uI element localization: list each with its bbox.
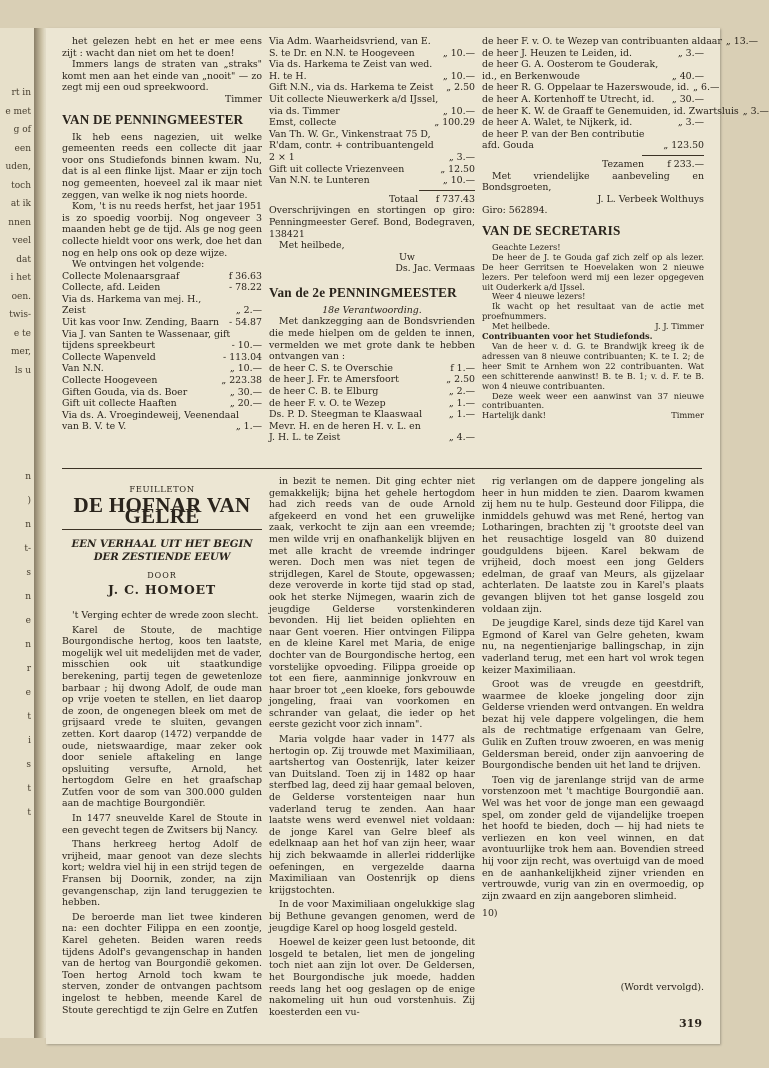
chapter-end: 10) [482,908,498,920]
gutter-fragment: veel [12,236,31,246]
author-name: J. C. HOMOET [108,582,216,598]
donation-label: Via J. van Santen te Wassenaar, gift [62,328,231,340]
gutter-fragment: e te [13,328,31,339]
heading-2e-penningmeester: Van de 2e PENNINGMEESTER [269,284,457,300]
donation-amount: „ 100.29 [434,117,475,129]
donation-row [269,374,475,386]
donation-row [62,398,262,410]
donation-label: de heer G. A. Oosterom te Gouderak, [482,59,659,71]
gutter-fragment: e [25,688,31,698]
donation-label: Gift N.N., via ds. Harkema te Zeist [269,82,434,94]
donation-label: Collecte, afd. Leiden [62,282,161,294]
donation-amount: „ 10.— [442,47,475,59]
donation-label: Zeist [62,305,86,317]
donation-row [62,271,262,283]
donation-row [482,140,704,152]
to-be-continued: (Wordt vervolgd). [620,981,704,993]
donation-amount: „ 10.— [442,105,475,117]
gutter-fragment: ) [27,496,31,506]
title-rule [62,529,262,530]
story-paragraph: Groot was de vreugde en geestdrift, waarmee de kloeke jongeling door zijn Gelderse vrienden werd ontvangen. En weldra bezat hij vele dappere volgelingen, die hem als de rechtmatige erfgenaam van Gelre, Gulik en Zuften trouw zwoeren, en was menig Geldersman bereid, onder zijn aanvoering de Bourgondische benden uit het land te drijven. [482,679,704,772]
story-paragraph: 't Verging echter de wrede zoon slecht. [72,609,259,621]
gutter-fragment: at ik [10,199,31,209]
donation-amount: „ 6.— [693,82,720,94]
greeting: Geachte Lezers! [492,241,561,252]
story-paragraph: rig verlangen om de dappere jongeling als heer in hun midden te zien. Daarom kwamen zij hem nu te hulp. Gesteund door Filippa, die inmiddels gehuwd was met René, hertog van Lotharingen, brachten zij 't grootste deel van het reusachtige losgeld van 80 duizend goudguldens bijeen. Karel bekwam de vrijheid, doch moest een jong Gelders edelman, de graaf van Meurs, als gijzelaar achterlaten. De laatste zou in Karel's plaats gevangen blijven tot het ganse losgeld zou voldaan zijn. [482,476,704,615]
donation-list [62,271,262,433]
donation-row [269,175,475,187]
signoff-text: Met heilbede. [492,321,551,332]
donation-row [269,140,475,152]
donation-label: Gift uit collecte Vriezenveen [269,163,405,175]
donation-amount: „ 30.— [671,93,704,105]
donation-row [62,305,262,317]
donation-label: Via ds. Harkema van mej. H., [62,293,202,305]
signoff-text: Hartelijk dank! [482,410,546,421]
gutter-fragment: g of [13,125,31,135]
donation-amount: f 1.— [450,362,475,374]
feuilleton-label: FEUILLETON [129,484,195,494]
donation-label: de heer J. Heuzen te Leiden, id. [482,47,632,59]
gutter-fragment: oen. [11,291,31,302]
body-paragraph: Kom, 't is nu reeds herfst, het jaar 1951 is zo spoedig voorbij. Nog ongeveer 3 maanden hebt ge de tijd. Als ge nog geen collecte hieldt voor ons werk, doe het dan nog en help ons ook op deze wijze. [62,201,262,259]
gutter-fragment: r [26,664,31,674]
contrib-heading: Contribuanten voor het Studiefonds. [482,331,653,342]
donation-label: de heer C. S. te Overschie [269,362,393,374]
donation-amount [431,129,435,141]
gutter-fragment: een [14,143,31,154]
page-number: 319 [679,1017,702,1030]
donation-label: de heer P. van der Ben contributie [482,128,645,140]
donation-label: de heer K. W. de Graaff te Genemuiden, id. Zwartsluis [482,105,739,117]
signoff-row [482,411,704,421]
giro-number: Giro: 562894. [482,205,548,217]
donation-label: Van Th. W. Gr., Vinkenstraat 75 D, [269,128,431,140]
donation-amount: „ 40.— [671,70,704,82]
donation-row [269,386,475,398]
story-paragraph: Thans herkreeg hertog Adolf de vrijheid, maar genoot van deze slechts kort; weldra viel hij in een strijd tegen de Fransen bij Doornik, zonder, na zijn gevangenschap, zijn land teruggezien te hebben. [62,839,262,909]
donation-label: van B. V. te V. [62,421,127,433]
donation-label: Mevr. H. en de heren H. v. L. en [269,420,421,432]
donation-row [62,352,262,364]
donation-amount [239,410,243,422]
donation-amount [230,329,234,341]
donation-amount: „ 13.— [725,36,759,47]
gutter-fragment: t [27,784,31,794]
donation-label: Van N.N. [62,363,104,375]
donation-label: de heer R. G. Oppelaar te Hazerswoude, id. [482,82,690,94]
donation-row [269,164,475,176]
donation-label: Uit kas voor Inw. Zending, Baarn [62,317,220,329]
donation-label: S. te Dr. en N.N. te Hoogeveen [269,47,415,59]
intro-signature: Timmer [224,93,262,105]
donation-amount [431,36,435,48]
donation-label: Via Adm. Waarheidsvriend, van E. [269,36,431,47]
donation-row [62,294,262,306]
feuilleton-column-c [482,476,704,994]
donation-row [269,363,475,375]
donation-amount: „ 12.50 [440,163,475,175]
donation-label: de heer C. B. te Elburg [269,386,379,398]
donation-amount: „ 3.— [448,151,475,163]
note-paragraph: Ik wacht op het resultaat van de actie met proefnummers. [482,301,704,322]
closing-signature: Ds. Jac. Vermaas [395,263,475,275]
gutter-fragment: ls u [14,365,31,376]
story-text [62,610,262,1016]
donation-row [482,82,720,94]
story-paragraph: De beroerde man liet twee kinderen na: een dochter Filippa en een zoontje, Karel geheten. Beiden waren reeds tijdens Adolf's gevangenschap in handen van de hertog van Bourgondië gekomen. Toen hertog Arnold toch kwam te sterven, zonder de ontvangen pachtsom ingelost te hebben, meende Karel de Stoute gerechtigd te zijn Gelre en Zutfen [62,911,262,1016]
donation-row [62,282,262,294]
closing-heilbede: Met heilbede, [279,240,345,252]
donation-row [269,398,475,410]
donation-amount: „ 3.— [677,117,704,129]
donation-label: Ds. P. D. Steegman te Klaaswaal [269,409,423,421]
donation-label: Van N.N. te Lunteren [269,175,370,187]
donation-row [482,94,704,106]
donation-label: Emst, collecte [269,117,337,129]
donation-amount [432,59,436,71]
donation-label: de heer A. Kortenhoff te Utrecht, id. [482,93,655,105]
gutter-fragment: n [25,520,31,530]
story-title: DE HOFNAR VAN GELRE [73,492,251,529]
body-paragraph: Ik heb eens nagezien, uit welke gemeenten reeds een collecte dit jaar voor ons Studiefonds binnen kwam. Nu, dat is al een flinke lijst. Maar er zijn toch nog gemeenten, hoeveel zal ik maar niet zeggen, van welke ik nog niets hoorde. [62,131,262,201]
donation-amount: „ 20.— [229,398,262,410]
donation-label: Via ds. A. Vroegindeweij, Veenendaal [62,409,239,421]
feuilleton-column-a [62,476,262,1016]
gutter-fragment: e [25,616,31,626]
donation-label: Via ds. Harkema te Zeist van wed. [269,59,433,71]
gutter-fragment: s [26,760,31,770]
donation-row [482,117,704,129]
gutter-fragment: twis- [9,310,31,320]
donation-amount: „ 2.— [448,386,475,398]
donation-amount [658,59,662,71]
total-value: f 233.— [667,158,704,170]
donation-amount: „ 10.— [442,70,475,82]
donation-label: R'dam, contr. + contribuantengeld [269,140,434,152]
donation-row [62,317,262,329]
gutter-fragment: uden, [5,162,31,172]
donation-row [269,48,475,60]
story-paragraph: Toen vig de jarenlange strijd van de arme vorstenzoon met 't machtige Bourgondië aan. Wel was het voor de jonge man een gewaagd spel, om zonder geld de vijandelijke troepen het hoofd te bieden, doch — hij had niets te verliezen en kon veel winnen, en dat avontuurlijke trok hem aan. Bovendien streed hij voor zijn recht, was overtuigd van de moed en de aanhankelijkheid zijner vrienden en vertrouwde, vurig van zin en overmoedig, op zijn zwaard en zijn aangeboren slimheid. [482,774,704,902]
gutter-fragment: t [27,712,31,722]
donation-row [482,59,704,71]
donation-label: de heer J. Fr. te Amersfoort [269,374,399,386]
donation-label: de heer A. Walet, te Nijkerk, id. [482,117,633,129]
donation-row [269,71,475,83]
gutter-fragment: rt in [11,88,31,98]
column-donations-2 [269,36,475,444]
total-label: Tezamen [602,158,645,170]
heading-secretaris: VAN DE SECRETARIS [482,222,621,238]
donation-amount: „ 30.— [229,386,262,398]
gutter-fragment: i het [10,273,31,283]
gutter-fragment: t- [24,544,31,554]
gutter-fragment: toch [11,180,31,191]
story-subtitle: DER ZESTIENDE EEUW [93,550,231,563]
gutter-fragment: e met [5,106,31,117]
door-label: DOOR [147,570,177,580]
donation-label: id., en Berkenwoude [482,70,580,82]
donation-row [269,421,475,433]
donation-row [269,432,475,444]
donation-list [269,363,475,444]
donation-row [62,363,262,375]
story-paragraph: Hoewel de keizer geen lust betoonde, dit losgeld te betalen, liet men de jongeling toch niet aan zijn lot over. De Geldersen, het Bourgondische juk moede, hadden reeds lang het oog geslagen op de enige nakomeling uit hun oud vorstenhuis. Zij koesterden een vu- [269,937,475,1018]
section-divider [62,468,702,469]
donation-amount: - 54.87 [229,317,262,329]
gutter-fragment: nnen [8,217,31,228]
donation-row [62,387,262,399]
donation-row [269,117,475,129]
donation-row [269,106,475,118]
total-label: Totaal [389,193,419,205]
donation-row [269,59,475,71]
intro-paragraph: Immers langs de straten van „straks" komt men aan het einde van „nooit" — zo zegt mij een oud spreekwoord. [62,59,262,94]
adjacent-page-gutter [0,28,35,1038]
donation-label: Collecte Wapenveld [62,351,156,363]
note-paragraph: Deze week weer een aanwinst van 37 nieuwe contribuanten. [482,390,704,411]
gutter-fragment: dat [16,254,31,265]
book-spine [34,28,46,1038]
donation-amount: „ 2.50 [446,82,475,94]
total-row [482,159,704,171]
closing-signature: J. L. Verbeek Wolthuys [597,193,704,205]
donation-amount: „ 2.50 [446,374,475,386]
donation-amount: „ 3.— [742,105,769,117]
note-paragraph: De heer de J. te Gouda gaf zich zelf op als lezer. De heer Gerritsen te Hoevelaken won 2 nieuwe lezers. Per telefoon werd mij een lezer opgegeven uit Ouderkerk a/d IJssel. [482,251,704,292]
donation-row [269,82,475,94]
verantwoording-subtitle: 18e Verantwoording. [322,304,422,316]
donation-amount [438,94,442,106]
donation-amount [421,421,425,433]
donation-row [482,129,704,141]
body-paragraph: We ontvingen het volgende: [72,259,205,271]
donation-list [269,36,475,187]
donation-label: Uit collecte Nieuwerkerk a/d IJssel, [269,93,439,105]
donation-amount: - 10.— [231,340,262,352]
total-row [269,194,475,206]
donation-row [482,105,769,118]
donation-amount: „ 2.— [235,305,262,317]
gutter-fragment: n [25,640,31,650]
gutter-fragment: mer, [10,347,31,357]
donation-row [62,410,262,422]
donation-label: de heer F. v. O. te Wezep [269,397,386,409]
body-paragraph: Met dankzegging aan de Bondsvrienden die mede hielpen om de gelden te innen, vermelden we met grote dank te hebben ontvangen van : [269,316,475,363]
story-paragraph: De jeugdige Karel, sinds deze tijd Karel van Egmond of Karel van Gelre geheten, kwam nu, na negentienjarige ballingschap, in zijn vaderland terug, met een hart vol wrok tegen keizer Maximiliaan. [482,618,704,676]
giro-paragraph: Overschrijvingen en stortingen op giro: Penningmeester Geref. Bond, Bodegraven, 138421 [269,205,475,240]
donation-row [269,94,475,106]
column-secretaris [482,36,769,421]
donation-label: de heer F. v. O. te Wezep van contribuanten aldaar [482,36,722,47]
gutter-fragment: i [28,736,31,746]
donation-label: Collecte Molenaarsgraaf [62,270,180,282]
total-rule [419,190,475,191]
story-paragraph: Maria volgde haar vader in 1477 als hertogin op. Zij trouwde met Maximiliaan, aartshertog van Oostenrijk, later keizer van Duitsland. Toen zij in 1482 op haar sterfbed lag, deed zij haar gemaal beloven, de Gelderse vorstenteigen naar hun vaderland terug te zenden. Aan haar laatste wens werd evenwel niet voldaan: de jonge Karel van Gelre bleef als edelknaap aan het hof van zijn heer, waar hij zich bekwaamde in allerlei ridderlijke oefeningen, en vergezelde daarna Maximiliaan van Oostenrijk op diens krijgstochten. [269,734,475,896]
feuilleton-column-b [269,476,475,1018]
donation-row [62,421,262,433]
donation-row [482,36,759,48]
donation-label: J. H. L. te Zeist [269,432,341,444]
gutter-fragment: s [26,568,31,578]
donation-amount: „ 10.— [229,363,262,375]
donation-amount [434,140,438,152]
donation-label: afd. Gouda [482,140,534,152]
donation-amount [644,129,648,141]
donation-label: Collecte Hoogeveen [62,375,158,387]
donation-row [269,36,475,48]
donation-label: Giften Gouda, via ds. Boer [62,386,188,398]
intro-paragraph: het gelezen hebt en het er mee eens zijt : wacht dan niet om het te doen! [62,36,262,59]
donation-amount: „ 1.— [448,397,475,409]
total-rule [642,155,704,156]
gutter-fragment: t [27,808,31,818]
donation-row [62,375,262,387]
story-paragraph: Karel de Stoute, de machtige Bourgondische hertog, koos ten laatste, mogelijk wel uit medelijden met de vader, misschien ook uit staatkundige berekening, partij tegen de gewetenloze barbaar ; hij dwong Adolf, de oude man op vrije voeten te stellen, en liet daarop de zoon, de ongenegen bleek om met de grijsaard vrede te sluiten, gevangen zetten. Kort daarop (1472) verpandde de oude, nietswaardige, maar zeker ook door seniele aftakeling en lange opsluiting versufte, Arnold, het hertogdom Gelre en het graafschap Zutfen voor de som van 300.000 gulden aan de machtige Bourgondiër. [62,624,262,810]
donation-row [62,340,262,352]
donation-amount: „ 123.50 [663,140,704,152]
story-paragraph: In de voor Maximiliaan ongelukkige slag bij Bethune gevangen genomen, werd de jeugdige Karel op hoog losgeld gesteld. [269,899,475,934]
closing-paragraph: Met vriendelijke aanbeveling en Bondsgroeten, [482,170,704,194]
donation-label: H. te H. [269,70,307,82]
donation-amount: „ 1.— [235,421,262,433]
note-paragraph: Weer 4 nieuwe lezers! [492,291,586,302]
donation-amount: „ 1.— [448,409,475,421]
donation-amount: - 113.04 [223,351,262,363]
donation-label: 2 × 1 [269,151,295,163]
secretaris-notes [482,243,704,421]
gutter-fragment: n [25,472,31,482]
story-paragraph: in bezit te nemen. Dit ging echter niet gemakkelijk; bijna het gehele hertogdom had zich reeds van de oude Arnold afgekeerd en vond het een gruwelijke zaak, verkocht te zijn aan een vreemde; men wilde vrij en onafhankelijk blijven en met alle kracht de vreemde indringer weren. Doch men was niet tegen de strijdlegen, Karel de Stoute, opgewassen; deze veroverde in korte tijd stad op stad, ook het sterke Nijmegen, waarin zich de jeugdige Gelderse vorstenkinderen bevonden. Hij liet beiden opliehten en naar Gent voeren. Hier ontvingen Filippa en de kleine Karel met Maria, de enige dochter van de Bourgondische hertog, een vorstelijke opvoeding. Filippa groeide op tot een fiere, aanminnige jonkvrouw en haar broer tot „een kloeke, fors gebouwde jongeling, fraai van voorkomen en schrander van gelaat, die ieder op het eerste gezicht voor zich innam". [269,476,475,731]
heading-penningmeester: VAN DE PENNINGMEESTER [62,111,244,127]
donation-row [269,152,475,164]
signoff-signature: J. J. Timmer [655,321,704,332]
donation-label: tijdens spreekbeurt [62,340,155,352]
gutter-fragment: n [25,592,31,602]
donation-row [269,409,475,421]
donation-list [482,36,769,152]
total-value: f 737.43 [435,193,475,205]
column-penningmeester [62,36,262,433]
note-paragraph: Van de heer v. d. G. te Brandwijk kreeg ik de adressen van 8 nieuwe contribuanten; K. te I. 2; de heer Smit te Arnhem won 22 contribuanten. Wat een schitterende aanwinst! B. te B. 1; v. d. F. te B. won 4 nieuwe contribuanten. [482,340,704,391]
donation-amount: „ 3.— [677,47,704,59]
donation-amount [201,294,205,306]
story-paragraph: In 1477 sneuvelde Karel de Stoute in een gevecht tegen de Zwitsers bij Nancy. [62,813,262,836]
donation-amount: - 78.22 [229,282,262,294]
story-subtitle: EEN VERHAAL UIT HET BEGIN [71,537,253,550]
donation-row [269,129,475,141]
donation-amount: f 36.63 [228,270,262,282]
donation-row [62,329,262,341]
donation-label: Gift uit collecte Haaften [62,398,177,410]
donation-row [482,48,704,60]
donation-amount: „ 10.— [442,175,475,187]
donation-label: via ds. Timmer [269,105,340,117]
donation-amount: „ 223.38 [221,375,262,387]
magazine-page [46,28,769,1044]
donation-amount: „ 4.— [448,432,475,444]
story-text [269,476,475,1018]
story-text [482,476,704,902]
signoff-signature: Timmer [671,410,704,421]
donation-row [482,71,704,83]
closing-uw: Uw [399,251,415,263]
